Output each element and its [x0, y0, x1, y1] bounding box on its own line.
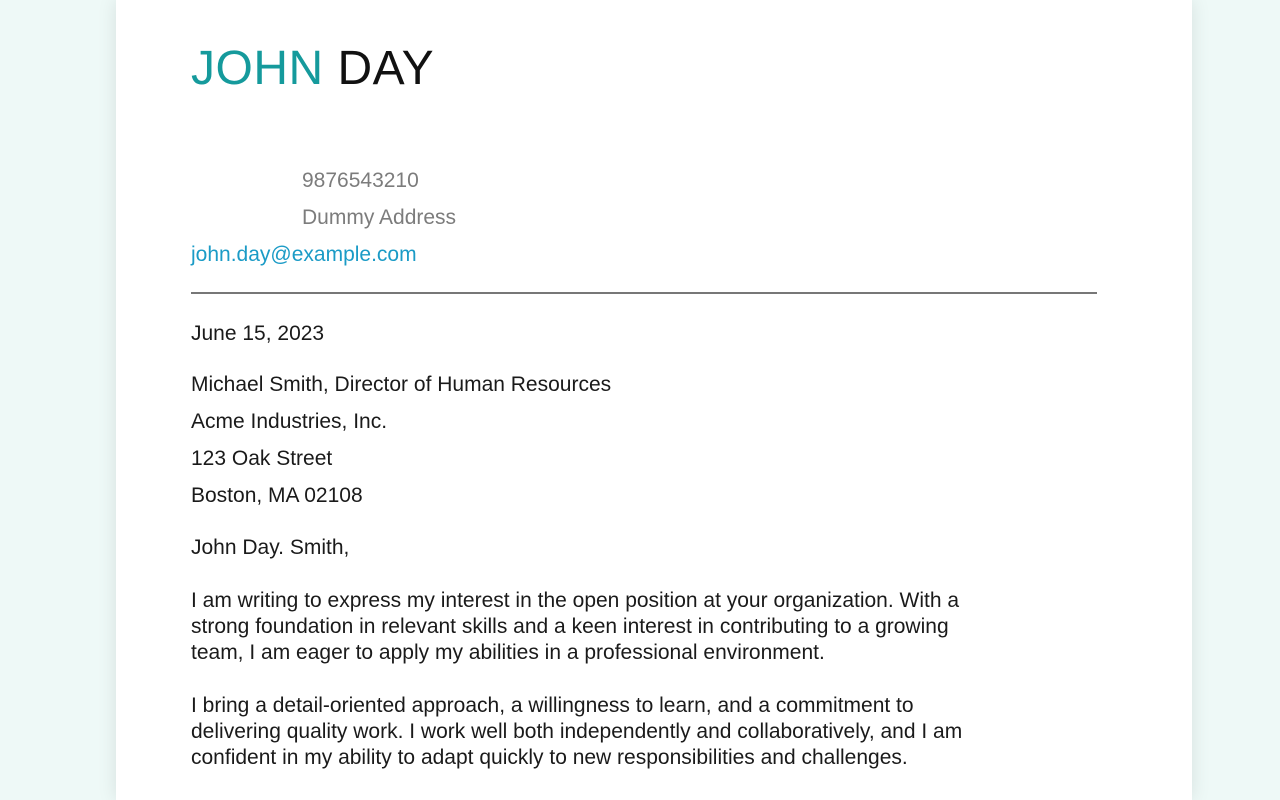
paragraph-1	[191, 588, 1097, 666]
recipient-company: Acme Industries, Inc.	[191, 410, 388, 433]
recipient-block	[191, 372, 611, 520]
header-divider	[191, 292, 1097, 294]
recipient-city: Boston, MA 02108	[191, 484, 363, 507]
phone-number: 9876543210	[302, 169, 419, 192]
salutation: John Day. Smith,	[191, 536, 350, 559]
paragraph-line: delivering quality work. I work well both independently and collaboratively, and I am	[191, 720, 963, 743]
paragraph-line: team, I am eager to apply my abilities in a professional environment.	[191, 641, 825, 664]
recipient-street: 123 Oak Street	[191, 447, 333, 470]
paragraph-line: I am writing to express my interest in the open position at your organization. With a	[191, 589, 960, 612]
letter-date: June 15, 2023	[191, 322, 325, 345]
last-name: DAY	[337, 42, 435, 95]
applicant-name	[191, 40, 434, 98]
email-link[interactable]: john.day@example.com	[191, 243, 417, 266]
paragraph-line: confident in my ability to adapt quickly to new responsibilities and challenges.	[191, 746, 908, 769]
first-name: JOHN	[191, 42, 324, 95]
recipient-name-title: Michael Smith, Director of Human Resources	[191, 373, 612, 396]
paragraph-line: strong foundation in relevant skills and a keen interest in contributing to a growing	[191, 615, 949, 638]
address: Dummy Address	[302, 206, 457, 229]
paragraph-2	[191, 693, 1097, 771]
paragraph-line: I bring a detail-oriented approach, a willingness to learn, and a commitment to	[191, 694, 914, 717]
letter-page	[116, 0, 1192, 800]
